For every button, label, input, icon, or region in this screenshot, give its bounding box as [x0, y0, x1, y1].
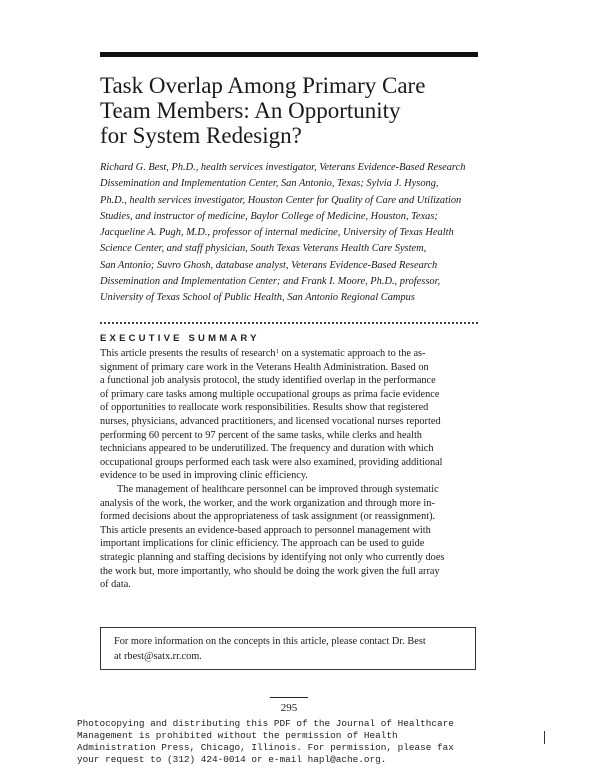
- summary-line: of primary care tasks among multiple occupational groups as prima facie evidence: [100, 388, 440, 400]
- summary-line: strategic planning and staffing decisions by identifying not only who currently does: [100, 551, 445, 563]
- author-line: Richard G. Best, Ph.D., health services investigator, Veterans Evidence-Based Research: [100, 162, 466, 173]
- summary-line: a functional job analysis protocol, the study identified overlap in the performance: [100, 375, 436, 387]
- contact-line: at rbest@satx.rr.com.: [114, 650, 202, 662]
- title-top-rule: [100, 52, 478, 57]
- title-line: Team Members: An Opportunity: [100, 98, 401, 123]
- summary-line: performing 60 percent to 97 percent of the same tasks, while clerks and health: [100, 429, 422, 441]
- title-line: for System Redesign?: [100, 123, 302, 148]
- author-line: Ph.D., health services investigator, Houston Center for Quality of Care and Utilization: [100, 194, 462, 206]
- footer-line: Administration Press, Chicago, Illinois. For permission, please fax: [77, 742, 454, 753]
- summary-line: technicians appeared to be underutilized. The frequency and duration with which: [100, 443, 434, 455]
- executive-summary-body: [100, 347, 485, 592]
- summary-line: analysis of the work, the worker, and the work organization and through more in-: [100, 497, 435, 509]
- author-line: San Antonio; Suvro Ghosh, database analyst, Veterans Evidence-Based Research: [100, 259, 438, 271]
- author-line: Science Center, and staff physician, South Texas Veterans Health Care System,: [100, 243, 427, 255]
- page-number: 295: [280, 702, 298, 714]
- summary-line: [100, 347, 485, 361]
- author-affiliations: [100, 160, 490, 307]
- summary-line: nurses, physicians, advanced practitioners, and licensed vocational nurses reported: [100, 415, 441, 427]
- summary-line-start: This article presents the results of research: [100, 348, 276, 359]
- author-line: Studies, and instructor of medicine, Baylor College of Medicine, Houston, Texas;: [100, 210, 438, 222]
- summary-line: formed decisions about the appropriateness of task assignment (or reassignment).: [100, 511, 436, 523]
- article-title: [100, 73, 500, 148]
- margin-mark: [544, 731, 545, 744]
- footer-line: Management is prohibited without the permission of Health: [77, 730, 398, 741]
- contact-text: [114, 635, 474, 664]
- author-line: Jacqueline A. Pugh, M.D., professor of internal medicine, University of Texas Health: [100, 227, 454, 239]
- summary-line: The management of healthcare personnel can be improved through systematic: [117, 483, 439, 495]
- author-line: Dissemination and Implementation Center, San Antonio, Texas; Sylvia J. Hysong,: [100, 178, 439, 190]
- summary-line: This article presents an evidence-based approach to personnel management with: [100, 524, 431, 536]
- author-line: Dissemination and Implementation Center; and Frank I. Moore, Ph.D., professor,: [100, 276, 441, 288]
- section-heading: EXECUTIVE SUMMARY: [100, 333, 260, 344]
- section-divider: [100, 322, 478, 324]
- title-line: Task Overlap Among Primary Care: [100, 73, 426, 98]
- summary-line-end: on a systematic approach to the as-: [278, 348, 426, 359]
- summary-line: signment of primary care work in the Veterans Health Administration. Based on: [100, 361, 429, 373]
- summary-line: important implications for clinic efficiency. The approach can be used to guide: [100, 538, 425, 550]
- summary-line: the work but, more importantly, who should be doing the work given the full array: [100, 565, 440, 577]
- page-number-rule: [270, 697, 308, 698]
- summary-line: of data.: [100, 579, 131, 591]
- contact-line: For more information on the concepts in this article, please contact Dr. Best: [114, 636, 426, 647]
- copyright-notice: [77, 718, 557, 766]
- summary-line: of opportunities to reallocate work responsibilities. Results show that registered: [100, 402, 429, 414]
- summary-line: occupational groups performed each task were also examined, providing additional: [100, 456, 443, 468]
- footer-line: your request to (312) 424-0014 or e-mail hapl@ache.org.: [77, 754, 387, 765]
- footer-line: Photocopying and distributing this PDF of the Journal of Healthcare: [77, 718, 454, 729]
- author-line: University of Texas School of Public Health, San Antonio Regional Campus: [100, 292, 415, 304]
- summary-line: evidence to be used in improving clinic efficiency.: [100, 470, 308, 482]
- footnote-marker: 1: [275, 348, 279, 355]
